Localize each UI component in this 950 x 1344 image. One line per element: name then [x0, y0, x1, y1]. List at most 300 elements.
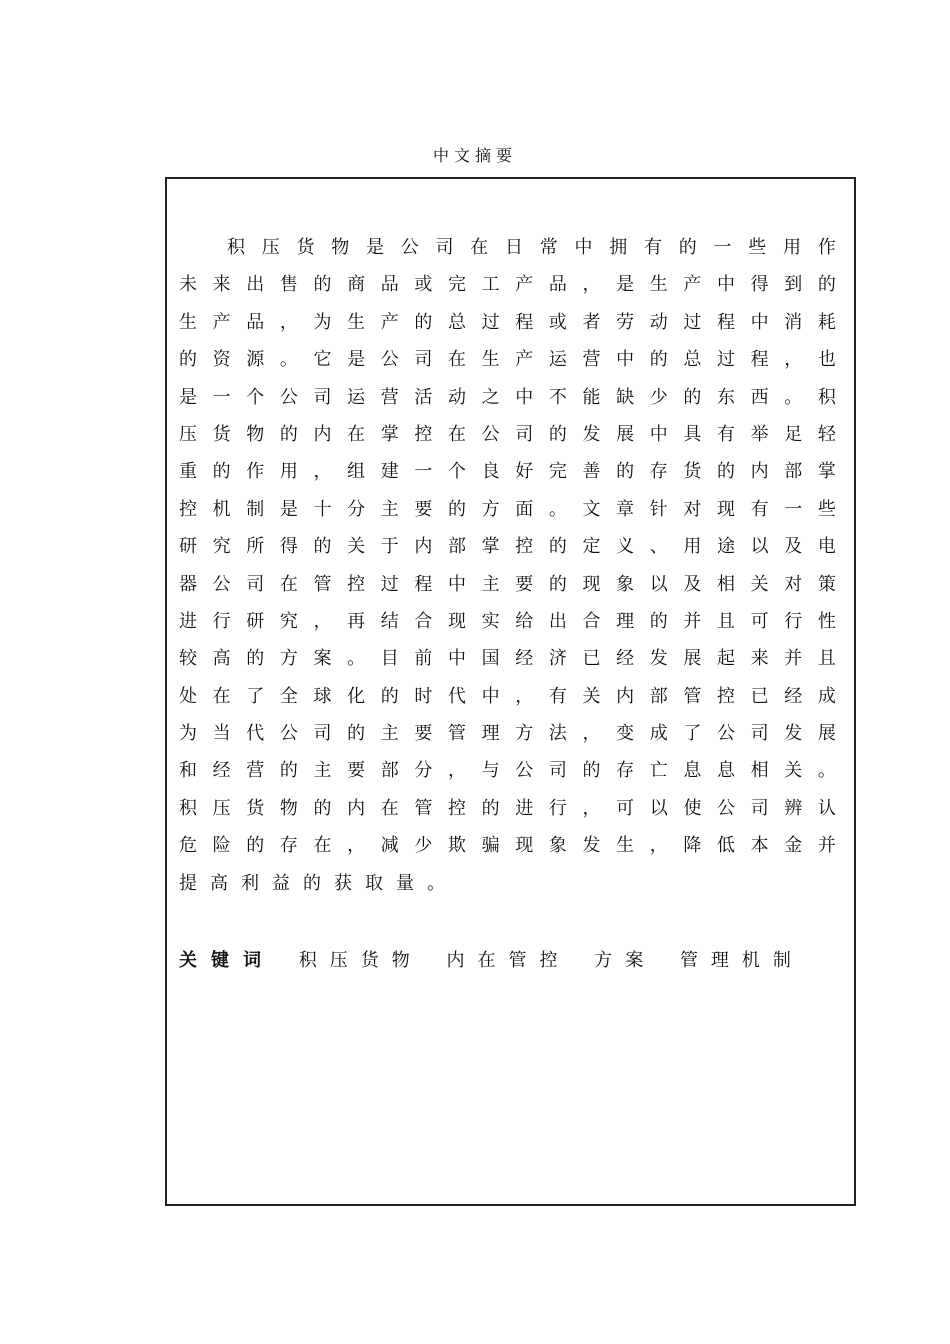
abstract-line — [179, 491, 836, 528]
abstract-char: 过 — [481, 311, 500, 333]
abstract-char: 要 — [347, 760, 366, 782]
abstract-char: 之 — [481, 386, 500, 408]
abstract-char: 缺 — [616, 386, 635, 408]
abstract-char: 未 — [179, 274, 197, 296]
abstract-char: 在 — [279, 573, 298, 595]
abstract-char: 程 — [717, 311, 735, 333]
abstract-char: 主 — [313, 760, 332, 782]
abstract-char: 压 — [179, 423, 197, 445]
abstract-char: 有 — [750, 498, 769, 520]
abstract-char: 司 — [515, 423, 534, 445]
abstract-char: 进 — [179, 610, 197, 632]
abstract-char: 研 — [179, 536, 197, 558]
abstract-char: 经 — [212, 760, 231, 782]
abstract-char: 现 — [582, 573, 601, 595]
abstract-char: 生 — [179, 311, 197, 333]
abstract-char: 。 — [279, 349, 298, 371]
abstract-char: 劳 — [616, 311, 635, 333]
abstract-char: 品 — [548, 274, 567, 296]
abstract-char: 中 — [616, 349, 635, 371]
abstract-char: 的 — [313, 536, 332, 558]
abstract-char: 策 — [817, 573, 836, 595]
abstract-char: 行 — [784, 610, 803, 632]
abstract-char: 得 — [750, 274, 769, 296]
abstract-char: 司 — [750, 797, 769, 819]
abstract-char: ， — [279, 311, 298, 333]
abstract-char: 经 — [515, 648, 534, 670]
abstract-char: 管 — [313, 573, 332, 595]
abstract-char: 案 — [313, 648, 332, 670]
abstract-char: 的 — [582, 760, 601, 782]
abstract-line — [179, 416, 836, 453]
abstract-char: 当 — [212, 723, 231, 745]
abstract-char: 有 — [644, 237, 662, 258]
abstract-line — [179, 790, 836, 827]
abstract-char: 消 — [784, 311, 803, 333]
abstract-char: 个 — [448, 461, 466, 483]
abstract-char: 且 — [717, 610, 735, 632]
abstract-char: 量 — [396, 872, 414, 894]
abstract-char: 建 — [380, 461, 399, 483]
abstract-char: 程 — [750, 349, 769, 371]
abstract-char: 是 — [616, 274, 635, 296]
abstract-char: 的 — [303, 872, 321, 894]
abstract-line — [179, 827, 836, 864]
abstract-char: 或 — [414, 274, 433, 296]
abstract-char: 行 — [212, 610, 231, 632]
abstract-char: 作 — [817, 237, 836, 258]
abstract-char: 程 — [515, 311, 534, 333]
abstract-char: 高 — [210, 872, 228, 894]
abstract-char: 重 — [179, 461, 197, 483]
abstract-line — [179, 752, 836, 789]
abstract-char: 的 — [548, 423, 567, 445]
abstract-line — [179, 678, 836, 715]
abstract-char: 章 — [616, 498, 635, 520]
abstract-char: 的 — [683, 386, 702, 408]
abstract-char: 的 — [246, 835, 265, 857]
abstract-char: 方 — [515, 723, 534, 745]
abstract-char: 司 — [313, 723, 332, 745]
abstract-char: 要 — [414, 723, 433, 745]
abstract-char: 的 — [279, 760, 298, 782]
abstract-char: 有 — [717, 423, 735, 445]
abstract-char: 关 — [784, 760, 803, 782]
abstract-char: 中 — [448, 648, 466, 670]
abstract-char: 物 — [246, 423, 265, 445]
abstract-char: 在 — [380, 797, 399, 819]
abstract-char: 了 — [246, 685, 265, 707]
abstract-char: 的 — [448, 498, 466, 520]
abstract-char: 及 — [683, 573, 702, 595]
abstract-char: 取 — [365, 872, 383, 894]
abstract-char: 源 — [246, 349, 265, 371]
abstract-char: 起 — [717, 648, 735, 670]
abstract-char: 进 — [515, 797, 534, 819]
abstract-char: 产 — [380, 311, 399, 333]
abstract-char: 主 — [380, 498, 399, 520]
abstract-char: 发 — [649, 648, 668, 670]
abstract-char: 对 — [683, 498, 702, 520]
abstract-char: ， — [582, 274, 601, 296]
abstract-char: 减 — [380, 835, 399, 857]
abstract-char: 高 — [212, 648, 231, 670]
abstract-char: 积 — [227, 237, 245, 258]
abstract-char: 耗 — [817, 311, 836, 333]
abstract-char: 针 — [649, 498, 668, 520]
abstract-char: 中 — [481, 685, 500, 707]
abstract-char: 发 — [582, 423, 601, 445]
abstract-char: 一 — [784, 498, 803, 520]
abstract-char: 或 — [548, 311, 567, 333]
abstract-char: 具 — [683, 423, 702, 445]
abstract-char: 时 — [414, 685, 433, 707]
abstract-char: 不 — [548, 386, 567, 408]
abstract-char: 象 — [616, 573, 635, 595]
abstract-char: 主 — [481, 573, 500, 595]
abstract-char: 要 — [515, 573, 534, 595]
abstract-line — [179, 715, 836, 752]
abstract-char: ， — [347, 835, 366, 857]
abstract-char: 公 — [279, 723, 298, 745]
keyword-term: 方案 — [594, 950, 657, 971]
abstract-char: 内 — [347, 797, 366, 819]
abstract-char: 的 — [347, 723, 366, 745]
abstract-char: 现 — [515, 835, 534, 857]
abstract-char: 运 — [347, 386, 366, 408]
abstract-char: 东 — [717, 386, 735, 408]
abstract-char: 者 — [582, 311, 601, 333]
abstract-char: 前 — [414, 648, 433, 670]
abstract-char: 结 — [380, 610, 399, 632]
abstract-char: 成 — [817, 685, 836, 707]
abstract-char: 它 — [313, 349, 332, 371]
abstract-char: 控 — [717, 685, 735, 707]
abstract-char: 。 — [548, 498, 567, 520]
abstract-char: 货 — [246, 797, 265, 819]
abstract-char: 并 — [683, 610, 702, 632]
abstract-char: ， — [582, 797, 601, 819]
abstract-char: 化 — [347, 685, 366, 707]
abstract-char: 公 — [400, 237, 419, 258]
abstract-char: 存 — [649, 461, 668, 483]
abstract-char: 货 — [683, 461, 702, 483]
abstract-char: 以 — [649, 797, 668, 819]
abstract-char: 积 — [817, 386, 836, 408]
abstract-char: 压 — [261, 237, 280, 258]
abstract-char: 营 — [582, 349, 601, 371]
abstract-char: 少 — [414, 835, 433, 857]
abstract-char: 关 — [750, 573, 769, 595]
abstract-char: 使 — [683, 797, 702, 819]
abstract-char: 内 — [313, 423, 332, 445]
abstract-char: 一 — [713, 237, 732, 258]
abstract-char: 关 — [582, 685, 601, 707]
abstract-char: 工 — [481, 274, 500, 296]
abstract-char: 动 — [448, 386, 466, 408]
abstract-char: 西 — [750, 386, 769, 408]
abstract-char: 好 — [515, 461, 534, 483]
abstract-char: ， — [448, 760, 466, 782]
abstract-char: 理 — [481, 723, 500, 745]
abstract-char: 是 — [347, 349, 366, 371]
abstract-char: 益 — [272, 872, 290, 894]
abstract-char: 了 — [683, 723, 702, 745]
abstract-char: 公 — [279, 386, 298, 408]
abstract-char: 掌 — [817, 461, 836, 483]
abstract-line — [179, 566, 836, 603]
abstract-char: 产 — [515, 274, 534, 296]
abstract-char: 出 — [548, 610, 567, 632]
abstract-line — [179, 341, 836, 378]
abstract-char: 国 — [481, 648, 500, 670]
abstract-char: 中 — [515, 386, 534, 408]
abstract-char: 在 — [448, 349, 466, 371]
abstract-char: 过 — [683, 311, 702, 333]
abstract-char: 降 — [683, 835, 702, 857]
abstract-char: 产 — [515, 349, 534, 371]
abstract-char: 部 — [380, 760, 399, 782]
abstract-char: 欺 — [448, 835, 466, 857]
abstract-char: 分 — [414, 760, 433, 782]
abstract-char: 要 — [414, 498, 433, 520]
abstract-char: 十 — [313, 498, 332, 520]
abstract-char: 并 — [784, 648, 803, 670]
abstract-char: 作 — [246, 461, 265, 483]
abstract-char: 分 — [347, 498, 366, 520]
abstract-char: 货 — [296, 237, 315, 258]
keyword-term: 管理机制 — [679, 950, 804, 971]
abstract-char: 象 — [548, 835, 567, 857]
abstract-char: 物 — [279, 797, 298, 819]
abstract-char: 展 — [616, 423, 635, 445]
abstract-char: 对 — [784, 573, 803, 595]
abstract-char: 运 — [548, 349, 567, 371]
abstract-char: 主 — [380, 723, 399, 745]
abstract-char: 来 — [212, 274, 231, 296]
abstract-char: 全 — [279, 685, 298, 707]
abstract-char: 产 — [683, 274, 702, 296]
abstract-char: 究 — [212, 536, 231, 558]
abstract-char: 且 — [817, 648, 836, 670]
abstract-char: ， — [784, 349, 803, 371]
abstract-char: 司 — [313, 386, 332, 408]
abstract-char: 面 — [515, 498, 534, 520]
abstract-char: 控 — [515, 536, 534, 558]
abstract-char: 司 — [548, 760, 567, 782]
abstract-char: ， — [313, 610, 332, 632]
abstract-char: 生 — [347, 311, 366, 333]
abstract-char: 的 — [279, 423, 298, 445]
abstract-char: 制 — [246, 498, 265, 520]
abstract-char: 控 — [179, 498, 197, 520]
abstract-char: 生 — [481, 349, 500, 371]
abstract-char: 金 — [784, 835, 803, 857]
abstract-char: 。 — [347, 648, 366, 670]
abstract-char: 亡 — [649, 760, 668, 782]
abstract-char: 辨 — [784, 797, 803, 819]
abstract-char: 相 — [717, 573, 735, 595]
abstract-line — [179, 603, 836, 640]
abstract-char: 公 — [212, 573, 231, 595]
abstract-char: 在 — [470, 237, 489, 258]
abstract-char: 中 — [448, 573, 466, 595]
abstract-line — [179, 640, 836, 677]
abstract-char: 本 — [750, 835, 769, 857]
abstract-body — [179, 229, 836, 902]
abstract-char: 危 — [179, 835, 197, 857]
abstract-char: 可 — [616, 797, 635, 819]
abstract-char: 在 — [212, 685, 231, 707]
abstract-char: 途 — [717, 536, 735, 558]
abstract-char: 的 — [649, 610, 668, 632]
abstract-char: 用 — [783, 237, 801, 258]
abstract-char: 的 — [481, 797, 500, 819]
abstract-char: 研 — [246, 610, 265, 632]
abstract-char: 理 — [616, 610, 635, 632]
abstract-char: 文 — [582, 498, 601, 520]
abstract-char: 部 — [649, 685, 668, 707]
abstract-char: 到 — [784, 274, 803, 296]
abstract-char: ， — [582, 723, 601, 745]
abstract-char: 也 — [817, 349, 836, 371]
abstract-char: 管 — [683, 685, 702, 707]
abstract-char: 中 — [574, 237, 593, 258]
abstract-line — [179, 528, 836, 565]
abstract-char: 较 — [179, 648, 197, 670]
abstract-char: 定 — [582, 536, 601, 558]
abstract-char: 关 — [347, 536, 366, 558]
abstract-char: 处 — [179, 685, 197, 707]
abstract-char: 在 — [347, 423, 366, 445]
abstract-line — [179, 453, 836, 490]
abstract-char: 积 — [179, 797, 197, 819]
abstract-char: 。 — [427, 872, 445, 894]
abstract-char: 有 — [548, 685, 567, 707]
abstract-char: 代 — [448, 685, 466, 707]
abstract-char: 品 — [246, 311, 265, 333]
abstract-char: 实 — [481, 610, 500, 632]
abstract-char: 、 — [649, 536, 668, 558]
abstract-char: 能 — [582, 386, 601, 408]
abstract-char: 给 — [515, 610, 534, 632]
abstract-char: 以 — [750, 536, 769, 558]
abstract-char: 利 — [241, 872, 259, 894]
abstract-char: 动 — [649, 311, 668, 333]
abstract-char: 司 — [750, 723, 769, 745]
abstract-char: 合 — [582, 610, 601, 632]
abstract-char: 骗 — [481, 835, 500, 857]
abstract-char: 常 — [539, 237, 558, 258]
abstract-char: 义 — [616, 536, 635, 558]
abstract-char: 相 — [750, 760, 769, 782]
abstract-char: 性 — [817, 610, 836, 632]
abstract-char: 经 — [784, 685, 803, 707]
abstract-char: 认 — [817, 797, 836, 819]
abstract-line — [179, 304, 836, 341]
abstract-char: ， — [649, 835, 668, 857]
abstract-char: 拥 — [609, 237, 628, 258]
abstract-char: 管 — [448, 723, 466, 745]
abstract-char: 总 — [683, 349, 702, 371]
abstract-char: 球 — [313, 685, 332, 707]
abstract-char: 活 — [414, 386, 433, 408]
abstract-char: 个 — [246, 386, 265, 408]
abstract-char: 展 — [683, 648, 702, 670]
abstract-char: 的 — [313, 797, 332, 819]
abstract-char: 及 — [784, 536, 803, 558]
abstract-char: 变 — [616, 723, 635, 745]
abstract-char: 举 — [750, 423, 769, 445]
abstract-char: 是 — [279, 498, 298, 520]
abstract-char: 济 — [548, 648, 567, 670]
abstract-char: 总 — [448, 311, 466, 333]
abstract-char: 管 — [414, 797, 433, 819]
abstract-char: 已 — [582, 648, 601, 670]
abstract-char: 公 — [481, 423, 500, 445]
abstract-char: 来 — [750, 648, 769, 670]
abstract-char: 究 — [279, 610, 298, 632]
abstract-char: 展 — [817, 723, 836, 745]
abstract-char: 息 — [683, 760, 702, 782]
abstract-char: 的 — [548, 573, 567, 595]
abstract-char: 中 — [717, 274, 735, 296]
abstract-char: 的 — [649, 349, 668, 371]
abstract-char: 品 — [380, 274, 399, 296]
abstract-char: 一 — [212, 386, 231, 408]
abstract-char: 少 — [649, 386, 668, 408]
abstract-char: 程 — [414, 573, 433, 595]
abstract-char: 商 — [347, 274, 366, 296]
abstract-char: 些 — [817, 498, 836, 520]
abstract-char: 公 — [515, 760, 534, 782]
abstract-char: 的 — [616, 461, 635, 483]
abstract-char: 以 — [649, 573, 668, 595]
abstract-char: 内 — [750, 461, 769, 483]
abstract-char: 息 — [717, 760, 735, 782]
abstract-char: 行 — [548, 797, 567, 819]
abstract-char: 方 — [481, 498, 500, 520]
abstract-char: 器 — [179, 573, 197, 595]
abstract-char: 的 — [414, 311, 433, 333]
abstract-char: 的 — [313, 274, 332, 296]
abstract-char: 完 — [548, 461, 567, 483]
abstract-char: ， — [515, 685, 534, 707]
abstract-char: 于 — [380, 536, 399, 558]
abstract-char: 中 — [649, 423, 668, 445]
abstract-char: 掌 — [380, 423, 399, 445]
abstract-char: 善 — [582, 461, 601, 483]
abstract-char: 司 — [246, 573, 265, 595]
abstract-char: 经 — [616, 648, 635, 670]
abstract-line — [179, 865, 836, 902]
abstract-char: 部 — [784, 461, 803, 483]
abstract-char: 代 — [246, 723, 265, 745]
abstract-char: 的 — [179, 349, 197, 371]
abstract-char: 公 — [380, 349, 399, 371]
abstract-char: 出 — [246, 274, 265, 296]
abstract-char: 一 — [414, 461, 433, 483]
abstract-char: 过 — [717, 349, 735, 371]
abstract-char: 得 — [279, 536, 298, 558]
keywords-row — [179, 945, 839, 977]
abstract-char: 现 — [448, 610, 466, 632]
abstract-char: 在 — [313, 835, 332, 857]
abstract-line — [179, 379, 836, 416]
abstract-char: 售 — [279, 274, 298, 296]
abstract-char: 控 — [347, 573, 366, 595]
abstract-char: 。 — [784, 386, 803, 408]
